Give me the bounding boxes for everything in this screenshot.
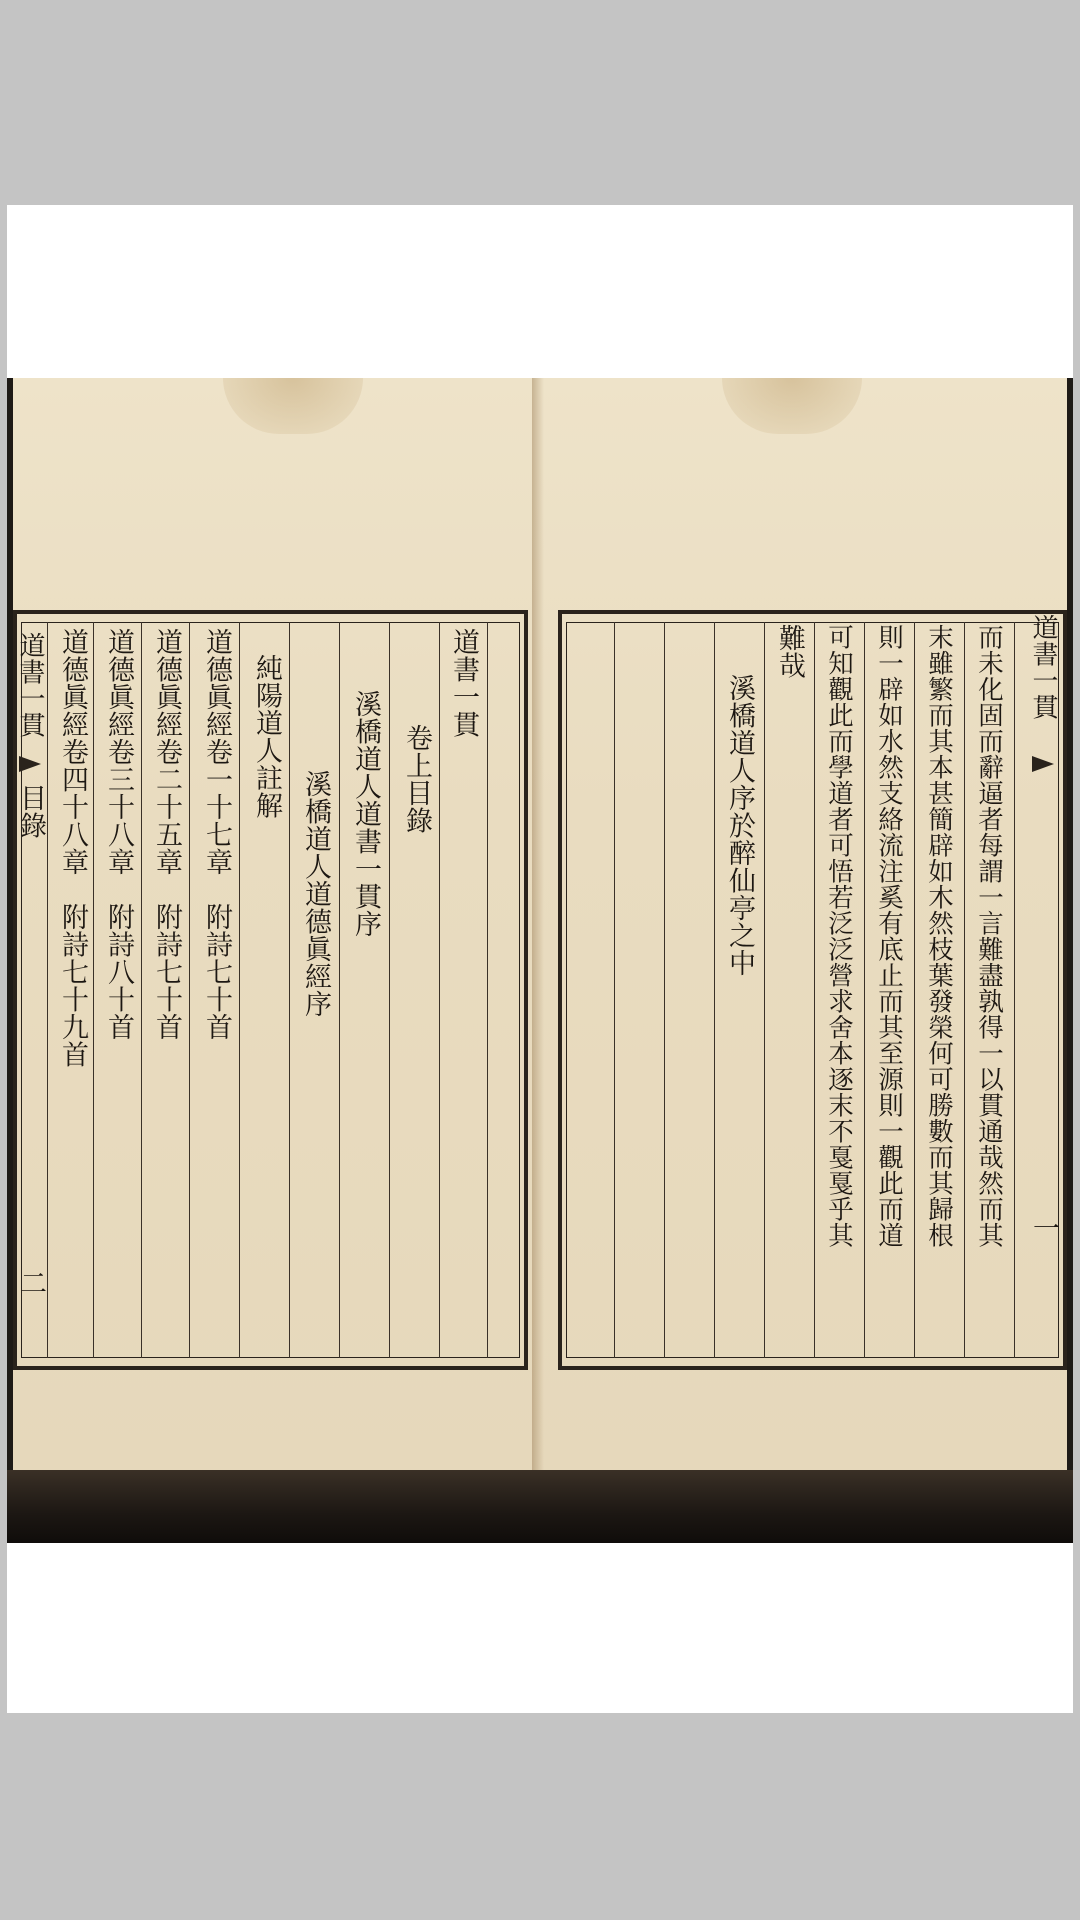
preface-text-column: 則一辟如水然支絡流注奚有底止而其至源則一觀此而道 — [874, 624, 904, 1248]
toc-entry: 溪橋道人道書一貫序 — [350, 690, 381, 938]
fold-title: 道書一貫 — [1028, 614, 1058, 720]
book-title: 道書一貫 — [448, 628, 479, 738]
right-page — [544, 378, 1067, 1470]
fish-tail-mark — [1032, 756, 1054, 772]
left-page — [13, 378, 544, 1470]
toc-entry: 道德眞經卷三十八章 附詩八十首 — [103, 628, 134, 1041]
gutter-shadow — [532, 378, 544, 1470]
toc-entry: 純陽道人註解 — [251, 654, 282, 819]
fold-title: 道書一貫 — [15, 632, 45, 738]
fold-page-number: 二 — [15, 1269, 46, 1297]
water-stain — [722, 378, 862, 434]
water-stain — [223, 378, 363, 434]
preface-text-column: 而未化固而辭逼者每謂一言難盡孰得一以貫通哉然而其 — [974, 624, 1004, 1248]
toc-entry: 道德眞經卷一十七章 附詩七十首 — [201, 628, 232, 1041]
preface-text-column: 難哉 — [774, 624, 805, 679]
left-text-block — [13, 610, 528, 1370]
preface-text-column: 可知觀此而學道者可悟若泛泛營求舍本逐末不戛戛乎其 — [824, 624, 854, 1248]
book-bottom-edge — [7, 1470, 1073, 1543]
book-spread — [7, 378, 1073, 1543]
fold-section: 目錄 — [15, 784, 46, 839]
preface-signature: 溪橋道人序於醉仙亭之中 — [724, 674, 755, 977]
preface-text-column: 末雖繁而其本甚簡辟如木然枝葉發榮何可勝數而其歸根 — [924, 624, 954, 1248]
toc-entry: 溪橋道人道德眞經序 — [300, 770, 331, 1018]
fish-tail-mark — [19, 756, 41, 772]
fold-page-number: 一 — [1028, 1214, 1059, 1242]
toc-entry: 道德眞經卷二十五章 附詩七十首 — [151, 628, 182, 1041]
toc-entry: 道德眞經卷四十八章 附詩七十九首 — [57, 628, 88, 1068]
volume-heading: 卷上目錄 — [401, 724, 432, 834]
right-text-block — [558, 610, 1067, 1370]
